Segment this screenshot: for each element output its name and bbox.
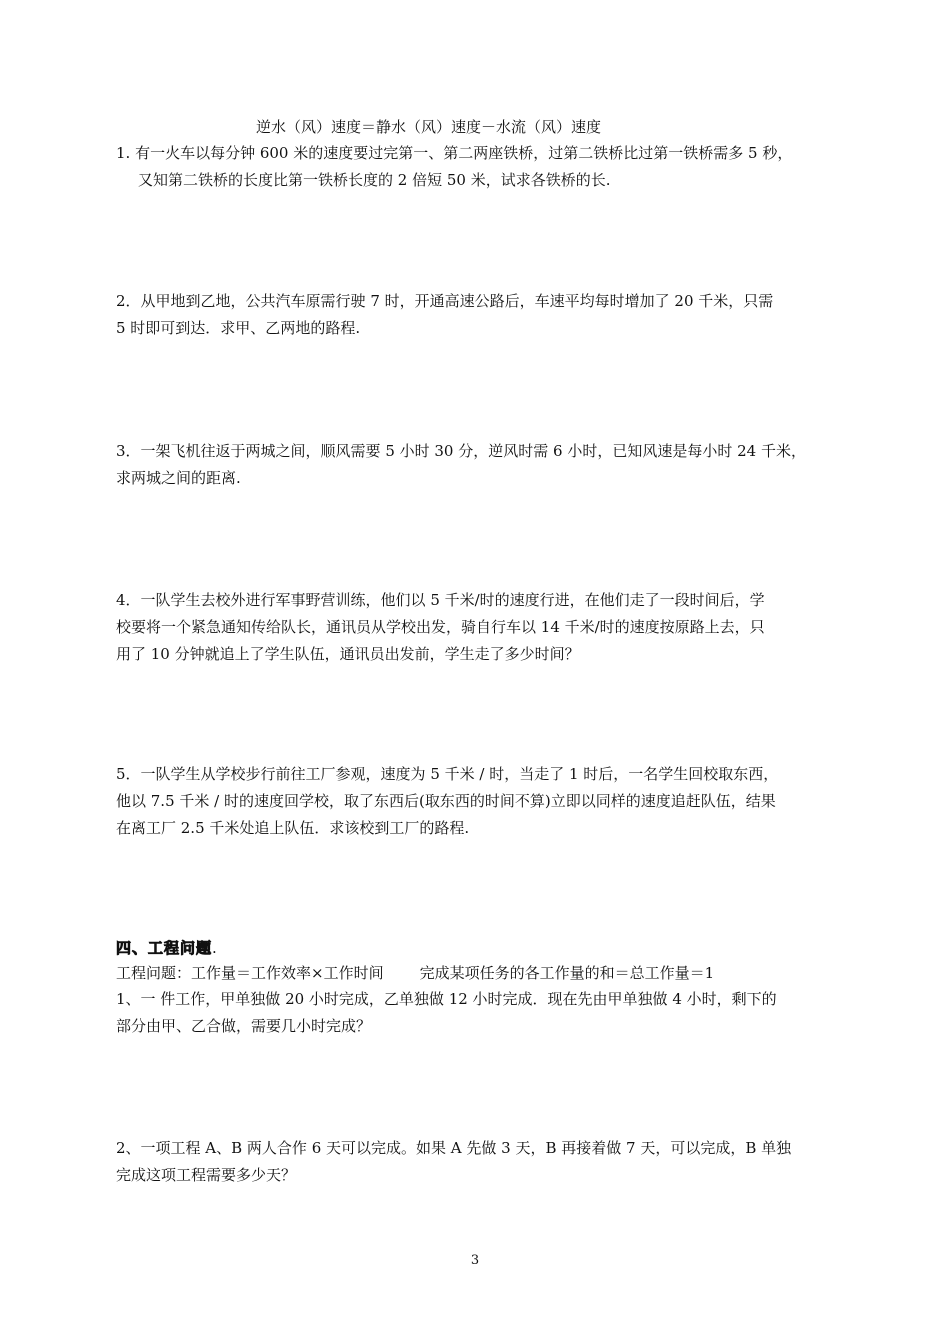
section-heading — [116, 938, 217, 958]
problem-5-line-2: 他以 7.5 千米 / 时的速度回学校，取了东西后(取东西的时间不算)立即以同样的速度追赶队伍，结果 — [116, 792, 776, 810]
section-title-suffix: . — [212, 939, 217, 957]
problem-4-line-1: 4．一队学生去校外进行军事野营训练，他们以 5 千米/时的速度行进，在他们走了一段时间后，学 — [116, 591, 765, 609]
problem-1-line-1: 1. 有一火车以每分钟 600 米的速度要过完第一、第二两座铁桥，过第二铁桥比过第一铁桥需多 5 秒， — [116, 144, 793, 162]
formula-line: 逆水（风）速度＝静水（风）速度－水流（风）速度 — [256, 118, 602, 136]
work-formula-right: 完成某项任务的各工作量的和＝总工作量＝1 — [419, 964, 715, 982]
page-number: 3 — [470, 1253, 480, 1268]
work-problem-2-line-2: 完成这项工程需要多少天？ — [116, 1166, 297, 1184]
problem-3-line-1: 3．一架飞机往返于两城之间，顺风需要 5 小时 30 分，逆风时需 6 小时，已知风速是每小时 24 千米， — [116, 442, 806, 460]
problem-2-line-1: 2．从甲地到乙地，公共汽车原需行驶 7 时，开通高速公路后，车速平均每时增加了 20 千米，只需 — [116, 292, 774, 310]
section-title: 四、工程问题 — [116, 939, 213, 957]
work-problem-2-line-1: 2、一项工程 A、B 两人合作 6 天可以完成。如果 A 先做 3 天，B 再接着做 7 天，可以完成，B 单独 — [116, 1139, 792, 1157]
work-formula-line — [116, 963, 714, 983]
problem-5-line-3: 在离工厂 2.5 千米处追上队伍．求该校到工厂的路程. — [116, 819, 470, 837]
work-problem-1-line-1: 1、一 件工作，甲单独做 20 小时完成，乙单独做 12 小时完成．现在先由甲单独做 4 小时，剩下的 — [116, 990, 777, 1008]
problem-5-line-1: 5．一队学生从学校步行前往工厂参观，速度为 5 千米 / 时，当走了 1 时后，一名学生回校取东西， — [116, 765, 779, 783]
problem-4-line-2: 校要将一个紧急通知传给队长，通讯员从学校出发，骑自行车以 14 千米/时的速度按原路上去，只 — [116, 618, 765, 636]
work-formula-left: 工程问题：工作量＝工作效率×工作时间 — [116, 964, 384, 982]
problem-4-line-3: 用了 10 分钟就追上了学生队伍，通讯员出发前，学生走了多少时间？ — [116, 645, 580, 663]
problem-2-line-2: 5 时即可到达．求甲、乙两地的路程. — [116, 319, 361, 337]
work-problem-1-line-2: 部分由甲、乙合做，需要几小时完成？ — [116, 1017, 372, 1035]
problem-3-line-2: 求两城之间的距离. — [116, 469, 241, 487]
problem-1-line-2: 又知第二铁桥的长度比第一铁桥长度的 2 倍短 50 米，试求各铁桥的长. — [138, 171, 611, 189]
